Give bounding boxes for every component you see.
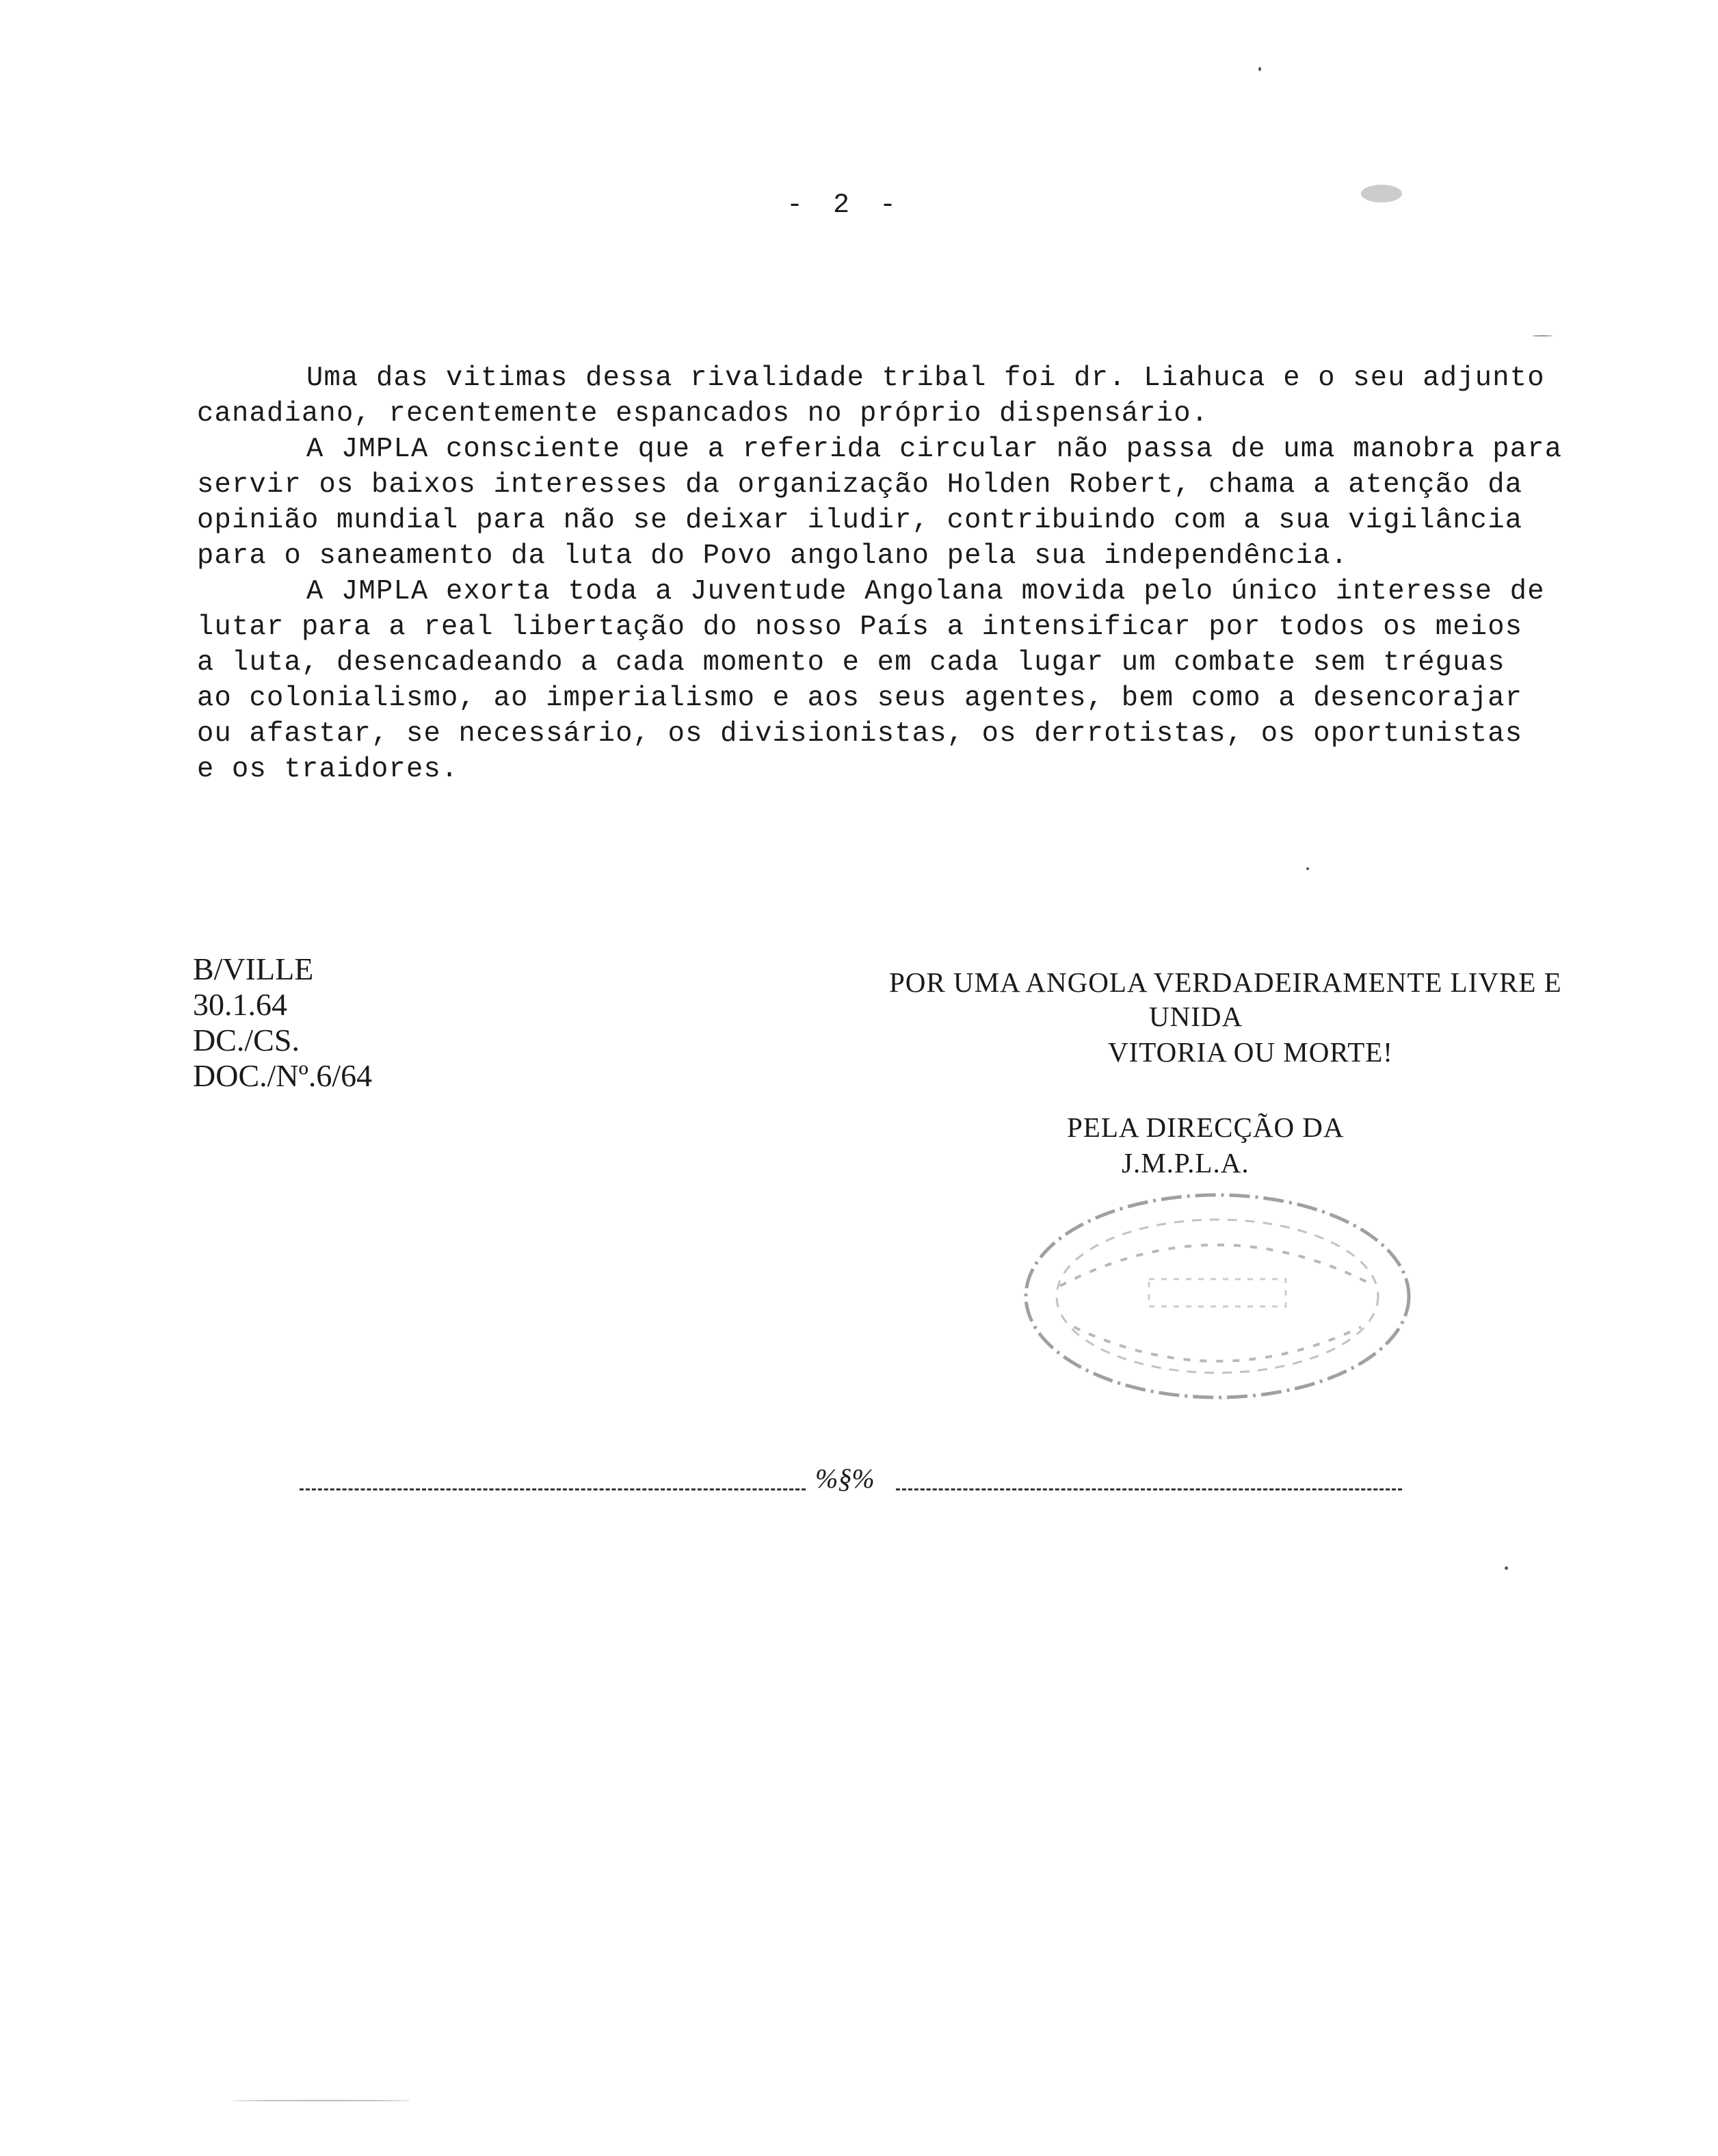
paragraph-line: ou afastar, se necessário, os divisionistas, os derrotistas, os oportunistas <box>197 718 1523 750</box>
paragraph-line: a luta, desencadeando a cada momento e em cada lugar um combate sem tréguas <box>197 647 1505 679</box>
paragraph-line: lutar para a real libertação do nosso País a intensificar por todos os meios <box>197 612 1523 643</box>
paragraph-line: Uma das vitimas dessa rivalidade tribal foi dr. Liahuca e o seu adjunto <box>306 363 1545 394</box>
place-label: B/VILLE <box>193 951 314 986</box>
paragraph-line: opinião mundial para não se deixar iludir, contribuindo com a sua vigilância <box>197 505 1523 536</box>
paragraph-line: A JMPLA exorta toda a Juventude Angolana movida pelo único interesse de <box>306 576 1545 607</box>
scan-speck <box>1505 1566 1508 1570</box>
motto-line: VITORIA OU MORTE! <box>1108 1036 1393 1068</box>
paragraph-line: ao colonialismo, ao imperialismo e aos seus agentes, bem como a desencorajar <box>197 683 1523 714</box>
scan-speck <box>1306 867 1309 870</box>
paragraph-line: servir os baixos interesses da organização Holden Robert, chama a atenção da <box>197 469 1523 501</box>
end-mark: %§% <box>815 1463 875 1494</box>
scan-speck <box>1532 335 1552 337</box>
signature-organization: J.M.P.L.A. <box>1122 1147 1250 1179</box>
scan-speck <box>1258 67 1261 71</box>
paragraph-line: canadiano, recentemente espancados no próprio dispensário. <box>197 398 1209 430</box>
date-label: 30.1.64 <box>193 987 287 1022</box>
divider-line <box>300 1488 806 1490</box>
scan-smudge <box>1361 185 1402 202</box>
scan-speck <box>233 2100 410 2101</box>
signature-line: PELA DIRECÇÃO DA <box>1067 1112 1345 1143</box>
document-number: DOC./Nº.6/64 <box>193 1058 373 1093</box>
paragraph-line: para o saneamento da luta do Povo angolano pela sua independência. <box>197 540 1349 572</box>
divider-line <box>896 1488 1402 1490</box>
reference-label: DC./CS. <box>193 1023 300 1057</box>
page-number: - 2 - <box>787 190 903 221</box>
motto-line: UNIDA <box>1149 1001 1243 1032</box>
paragraph-line: A JMPLA consciente que a referida circular não passa de uma manobra para <box>306 434 1563 465</box>
oval-stamp-icon <box>1012 1176 1423 1416</box>
motto-line: POR UMA ANGOLA VERDADEIRAMENTE LIVRE E <box>889 967 1562 998</box>
paragraph-line: e os traidores. <box>197 754 459 785</box>
